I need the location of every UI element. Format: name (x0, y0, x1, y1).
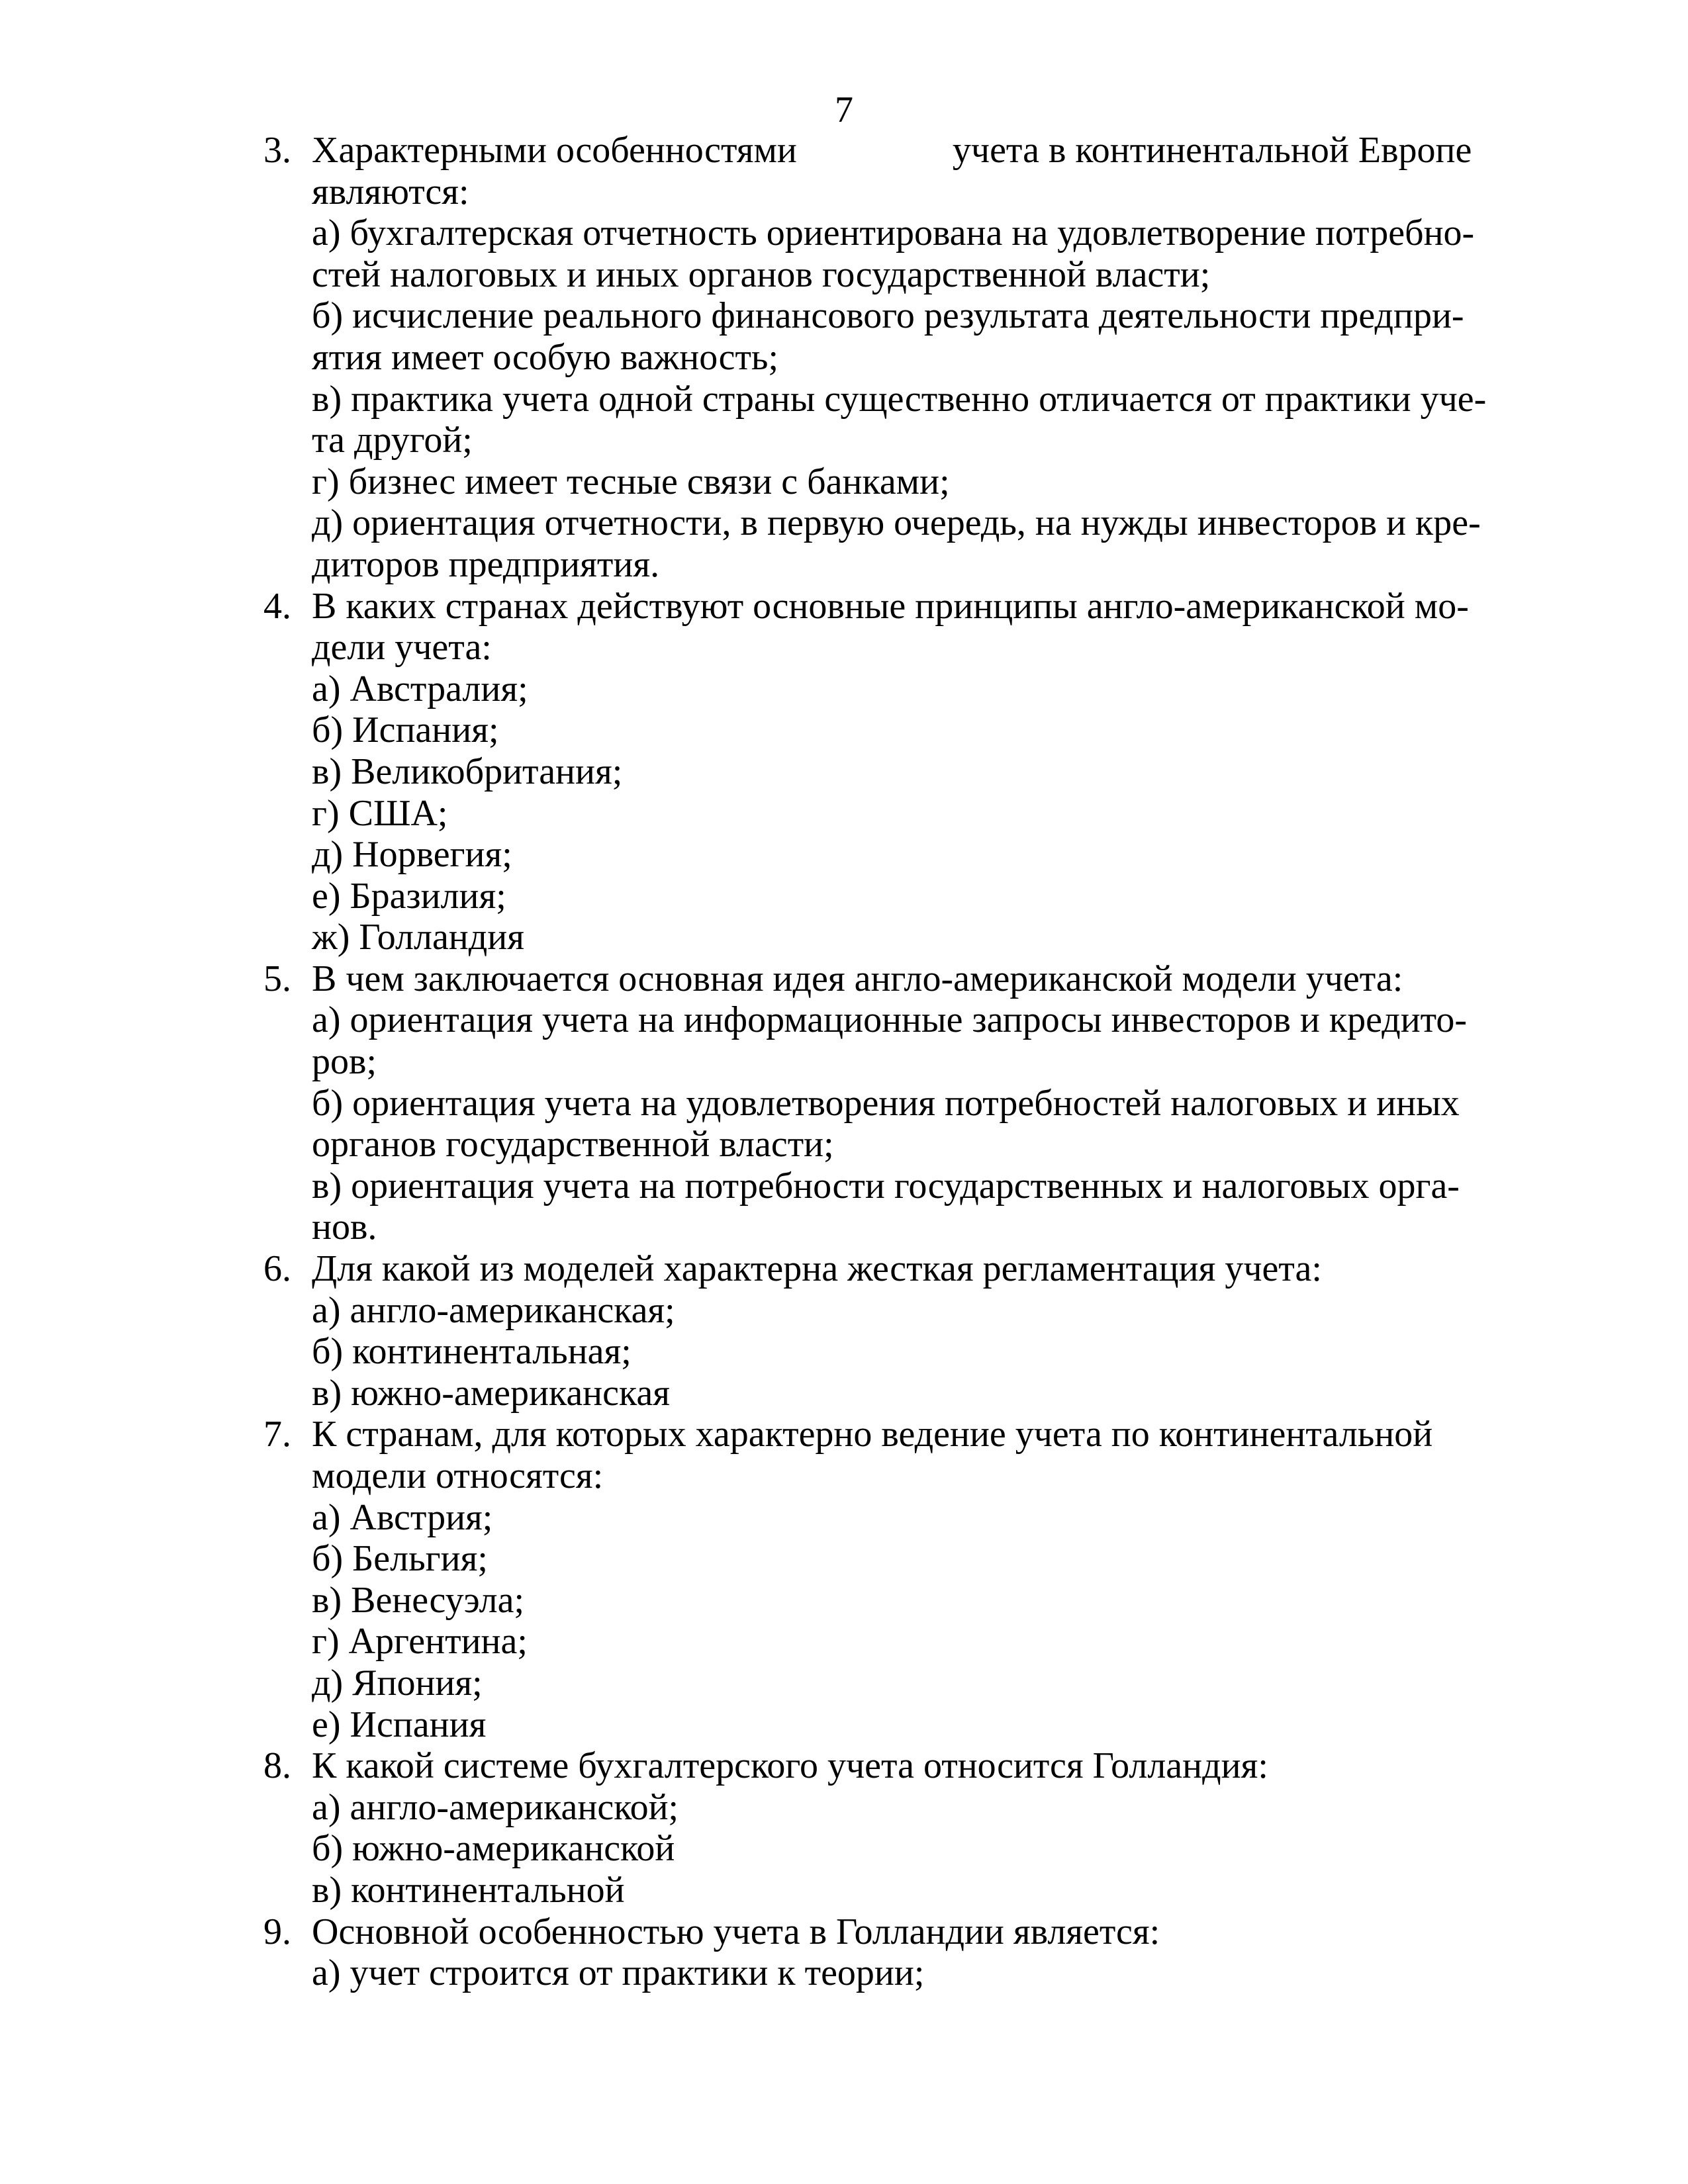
answer-option: д) Норвегия; (312, 834, 512, 876)
answer-option: е) Бразилия; (312, 875, 506, 917)
answer-option-line: та другой; (312, 420, 473, 461)
answer-option: в) южно-американская (312, 1372, 670, 1414)
question-text-line: В чем заключается основная идея англо-американской модели учета: (312, 958, 1403, 999)
answer-option-line: б) исчисление реального финансового результата деятельности предпри- (312, 295, 1464, 337)
answer-option: б) Бельгия; (312, 1538, 488, 1580)
answer-option-line: органов государственной власти; (312, 1124, 834, 1165)
question-7 (0, 1414, 1688, 1745)
answer-option: б) континентальная; (312, 1331, 632, 1373)
answer-option-line: нов. (312, 1206, 377, 1248)
question-text-line: являются: (312, 171, 469, 212)
question-text-line: В каких странах действуют основные принципы англо-американской мо- (312, 585, 1469, 627)
answer-option: б) южно-американской (312, 1828, 675, 1870)
answer-option: а) англо-американская; (312, 1289, 675, 1331)
answer-option: а) учет строится от практики к теории; (312, 1952, 925, 1994)
answer-option: б) Испания; (312, 709, 499, 751)
question-text-part: Характерными особенностями (312, 130, 797, 171)
question-6 (0, 1248, 1688, 1414)
question-text-line: дели учета: (312, 627, 492, 668)
question-4 (0, 586, 1688, 958)
question-9 (0, 1911, 1688, 1994)
answer-option: а) англо-американской; (312, 1786, 679, 1828)
answer-option-line: в) практика учета одной страны существенно отличается от практики уче- (312, 378, 1487, 420)
question-8 (0, 1745, 1688, 1911)
question-number: 6. (263, 1248, 291, 1290)
answer-option: е) Испания (312, 1704, 487, 1745)
question-text-line: К странам, для которых характерно ведение учета по континентальной (312, 1414, 1433, 1455)
question-text-line: К какой системе бухгалтерского учета относится Голландия: (312, 1745, 1268, 1787)
question-text-line: Основной особенностью учета в Голландии является: (312, 1911, 1160, 1952)
question-5 (0, 958, 1688, 1248)
question-number: 7. (263, 1414, 291, 1455)
question-text-part: учета в континентальной Европе (952, 130, 1472, 171)
answer-option: д) Япония; (312, 1662, 483, 1704)
answer-option: г) США; (312, 792, 448, 834)
answer-option: в) Великобритания; (312, 751, 623, 792)
answer-option: а) Австрия; (312, 1496, 493, 1538)
question-number: 8. (263, 1745, 291, 1787)
answer-option-line: диторов предприятия. (312, 543, 660, 585)
answer-option-line: б) ориентация учета на удовлетворения потребностей налоговых и иных (312, 1082, 1460, 1124)
document-body (0, 130, 1688, 1994)
answer-option: в) континентальной (312, 1869, 625, 1911)
answer-option-line: а) бухгалтерская отчетность ориентирована на удовлетворение потребно- (312, 212, 1475, 254)
answer-option-line: г) бизнес имеет тесные связи с банками; (312, 461, 950, 502)
question-text-line (312, 130, 1472, 171)
answer-option-line: ров; (312, 1041, 377, 1083)
answer-option-line: ятия имеет особую важность; (312, 336, 779, 378)
question-text-line: модели относятся: (312, 1455, 604, 1496)
answer-option: а) Австралия; (312, 668, 528, 709)
answer-option: г) Аргентина; (312, 1621, 528, 1662)
question-3 (0, 130, 1688, 586)
answer-option-line: а) ориентация учета на информационные запросы инвесторов и кредито- (312, 999, 1468, 1041)
answer-option: ж) Голландия (312, 917, 524, 958)
answer-option-line: стей налоговых и иных органов государственной власти; (312, 253, 1211, 295)
page-number: 7 (835, 89, 853, 130)
answer-option-line: д) ориентация отчетности, в первую очередь, на нужды инвесторов и кре- (312, 502, 1481, 544)
answer-option-line: в) ориентация учета на потребности государственных и налоговых орга- (312, 1165, 1460, 1206)
answer-option: в) Венесуэла; (312, 1579, 525, 1621)
question-number: 9. (263, 1911, 291, 1952)
question-number: 5. (263, 958, 291, 999)
question-text-line: Для какой из моделей характерна жесткая регламентация учета: (312, 1248, 1322, 1290)
question-number: 4. (263, 585, 291, 627)
question-number: 3. (263, 130, 291, 171)
